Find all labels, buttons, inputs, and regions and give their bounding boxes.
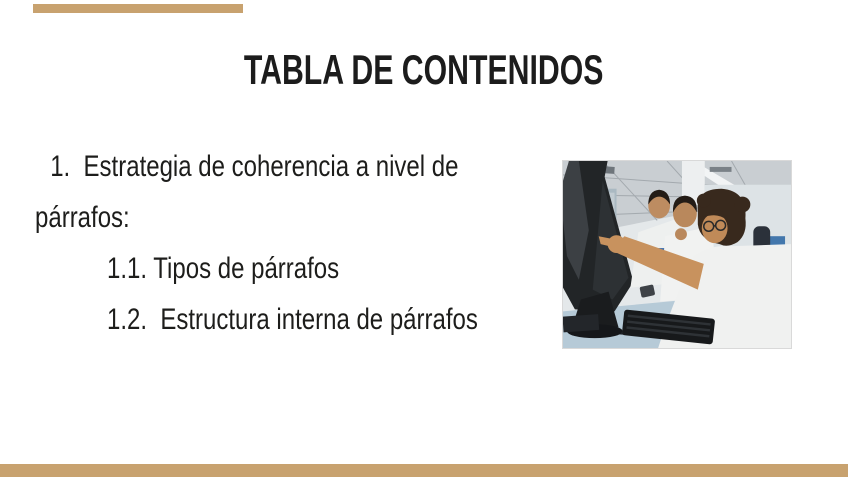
slide-title: TABLA DE CONTENIDOS <box>244 46 604 93</box>
photo-illustration <box>563 161 791 348</box>
toc-item-1-1: 1.1. Tipos de párrafos <box>107 252 340 285</box>
toc-item-1-line-2: párrafos: <box>35 201 130 234</box>
top-accent-bar <box>33 4 243 13</box>
toc-item-1-line-1: 1. Estrategia de coherencia a nivel de <box>50 150 459 183</box>
bottom-accent-bar <box>0 464 848 477</box>
students-at-computer-photo <box>562 160 792 349</box>
table-of-contents <box>35 141 555 345</box>
title-container <box>0 46 848 94</box>
toc-item-1-2: 1.2. Estructura interna de párrafos <box>107 303 478 336</box>
